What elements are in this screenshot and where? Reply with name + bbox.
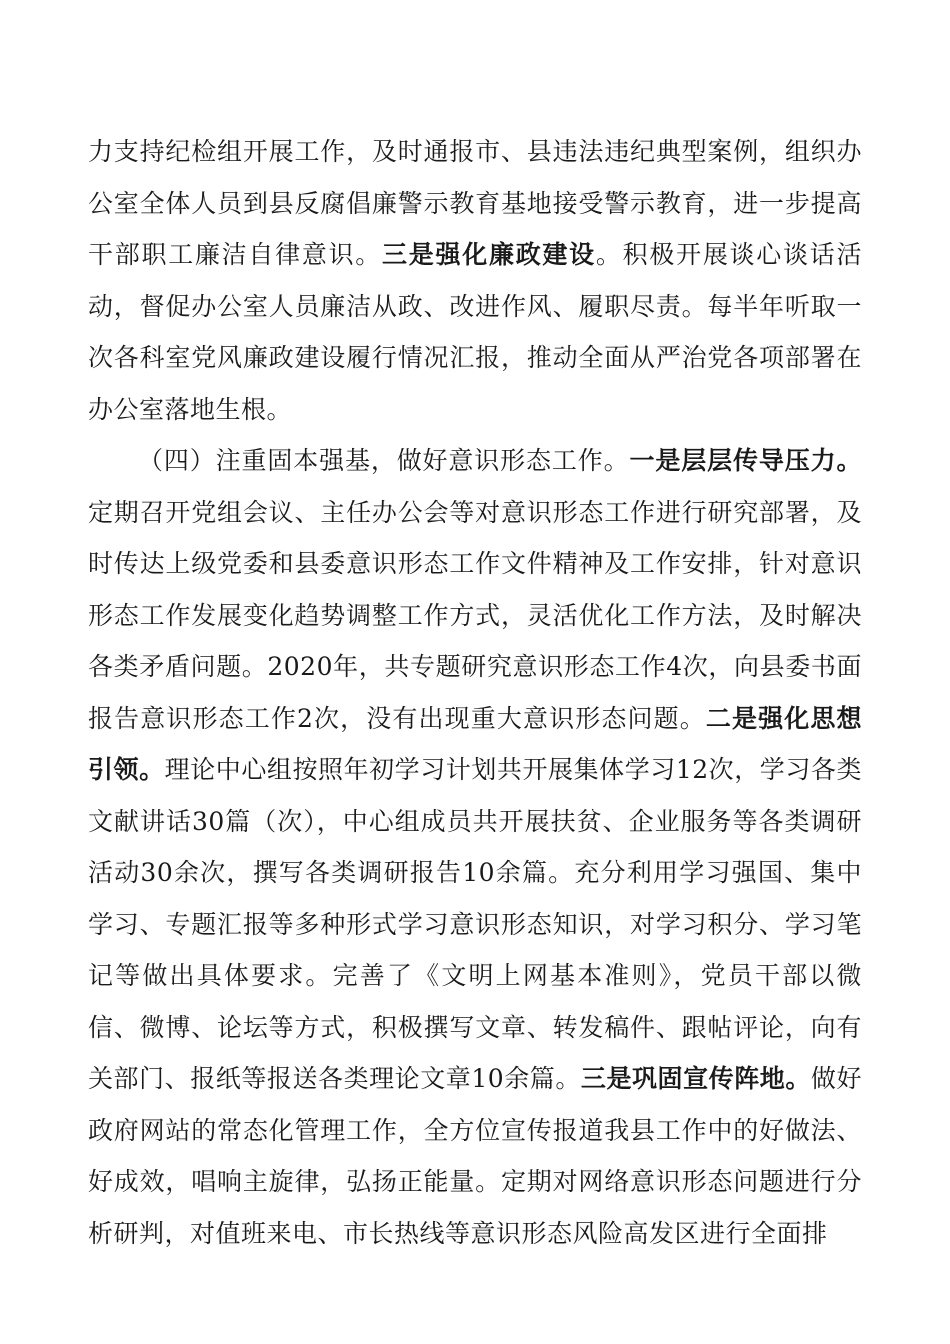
document-page bbox=[88, 126, 862, 1259]
bold-heading-segment: 三是强化廉政建设 bbox=[382, 240, 596, 269]
text-segment: 。积极开展谈心谈话活动，督促办公室人员廉洁从政、改进作风、履职尽责。每半年听取一次各科室党风廉政建设履行情况汇报，推动全面从严治党各项部署在办公室落地生根。 bbox=[88, 240, 862, 424]
section-heading: （四）注重固本强基，做好意识形态工作。 bbox=[138, 446, 630, 475]
text-segment: 做好政府网站的常态化管理工作，全方位宣传报道我县工作中的好做法、好成效，唱响主旋律，弘扬正能量。定期对网络意识形态问题进行分析研判，对值班来电、市长热线等意识形态风险高发区进行全面排 bbox=[88, 1064, 862, 1248]
bold-heading-segment: 三是巩固宣传阵地。 bbox=[580, 1064, 811, 1093]
text-segment: 力支持纪检组开展工作，及时通报市、县违法违纪典型案例，组织办公室全体人员到县反腐倡廉警示教育基地接受警示教育，进一步提高干部职工廉洁自律意识。 bbox=[88, 137, 862, 269]
bold-heading-segment: 一是层层传导压力。 bbox=[629, 446, 862, 475]
bold-heading-segment: 二是强化思想引领。 bbox=[88, 703, 862, 784]
text-segment: 定期召开党组会议、主任办公会等对意识形态工作进行研究部署，及时传达上级党委和县委意识形态工作文件精神及工作安排，针对意识形态工作发展变化趋势调整工作方式，灵活优化工作方法，及时解决各类矛盾问题。2020年，共专题研究意识形态工作4次，向县委书面报告意识形态工作2次，没有出现重大意识形态问题。 bbox=[88, 497, 863, 733]
text-segment: 理论中心组按照年初学习计划共开展集体学习12次，学习各类文献讲话30篇（次），中心组成员共开展扶贫、企业服务等各类调研活动30余次，撰写各类调研报告10余篇。充分利用学习强国、集中学习、专题汇报等多种形式学习意识形态知识，对学习积分、学习笔记等做出具体要求。完善了《文明上网基本准则》，党员干部以微信、微博、论坛等方式，积极撰写文章、转发稿件、跟帖评论，向有关部门、报纸等报送各类理论文章10余篇。 bbox=[88, 755, 862, 1093]
paragraph-ideology bbox=[88, 435, 862, 1259]
paragraph-integrity bbox=[88, 126, 862, 435]
